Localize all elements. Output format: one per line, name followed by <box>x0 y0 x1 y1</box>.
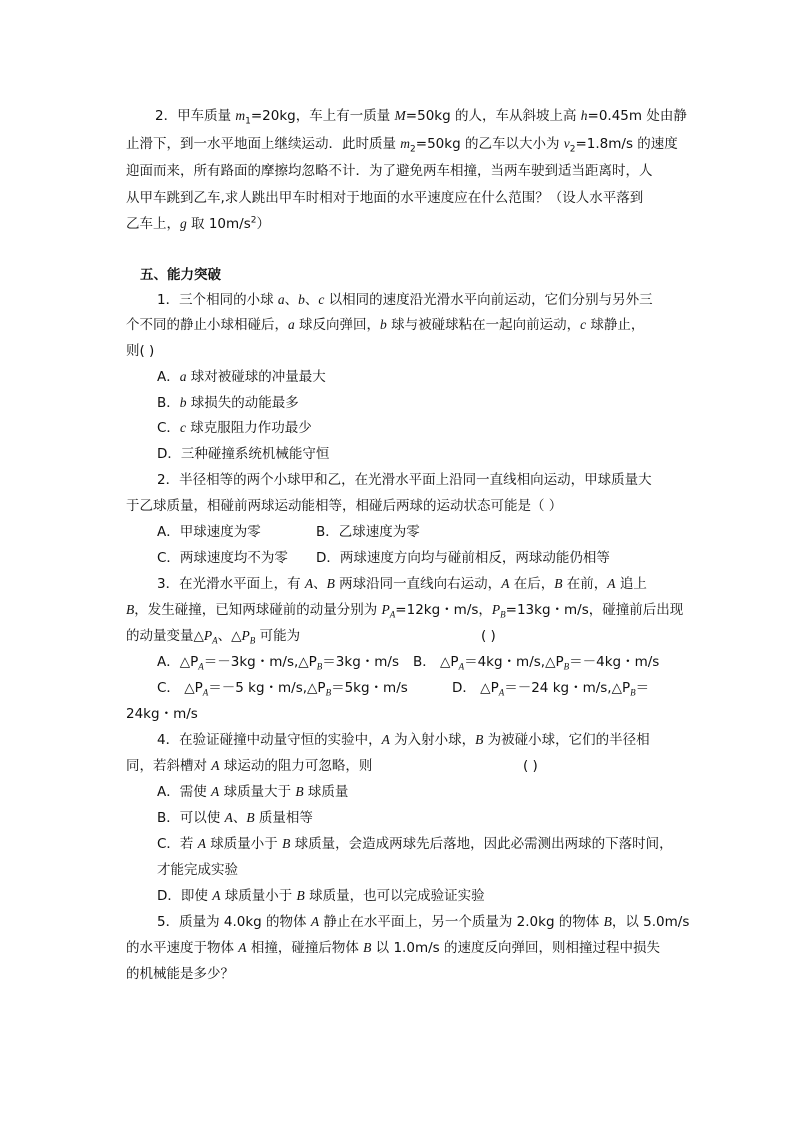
var-c: c <box>318 292 325 307</box>
text: ，以 5.0m/s <box>611 914 690 930</box>
var-A: A <box>211 784 220 799</box>
q4-line1 <box>157 730 650 750</box>
text: 在后， <box>509 576 555 592</box>
subscript: A <box>212 635 218 646</box>
var-a: a <box>179 369 187 384</box>
subscript: B <box>249 635 256 646</box>
text: 球质量大于 <box>219 784 296 800</box>
q5-line1 <box>157 912 689 932</box>
q2-option-d: D．两球速度方向均与碰前相反，两球动能仍相等 <box>316 550 610 566</box>
subscript: A <box>198 661 204 672</box>
text: 取 10m/s <box>186 216 251 232</box>
q3-option-b <box>413 652 659 672</box>
q3-option-a <box>157 652 399 672</box>
text: ＝4kg・m/s,△P <box>464 654 564 670</box>
text: ＝3kg・m/s <box>322 654 400 670</box>
text: 1．三个相同的小球 <box>157 292 278 308</box>
text: 相撞，碰撞后物体 <box>246 940 364 956</box>
text: =12kg・m/s， <box>395 602 492 618</box>
var-h: h <box>580 108 588 123</box>
var-PA: P <box>203 628 213 643</box>
text: 3．在光滑水平面上，有 <box>157 576 305 592</box>
text: =0.45m 处由静 <box>587 108 687 124</box>
problem2-line3: 迎面而来，所有路面的摩擦均忽略不计．为了避免两车相撞，当两车驶到适当距离时，人 <box>126 163 653 179</box>
q1-option-a <box>157 367 326 387</box>
q4-option-c-cont: 才能完成实验 <box>157 862 238 878</box>
var-M: M <box>394 108 406 123</box>
subscript: B <box>325 687 332 698</box>
q3-line2 <box>126 600 683 620</box>
problem2-line5 <box>126 214 270 234</box>
var-PA: P <box>381 602 390 617</box>
q3-option-d-cont: 24kg・m/s <box>126 706 198 722</box>
var-a: a <box>277 292 285 307</box>
q3-line1 <box>157 574 647 594</box>
q4-option-b <box>157 808 313 828</box>
var-A: A <box>224 810 233 825</box>
q1-option-c <box>157 418 312 438</box>
var-B: B <box>326 576 335 591</box>
q5-line2 <box>126 938 660 958</box>
text: A． <box>157 369 180 385</box>
q3-option-d <box>452 678 649 698</box>
var-B: B <box>126 602 135 617</box>
text: 在前， <box>562 576 608 592</box>
var-B: B <box>475 732 484 747</box>
text: ） <box>256 216 270 232</box>
q4-line2 <box>126 756 372 776</box>
subscript: B <box>500 609 506 620</box>
text: 2．甲车质量 <box>155 108 236 124</box>
text: 个不同的静止小球相碰后， <box>126 317 288 333</box>
text: 球损失的动能最多 <box>186 395 299 411</box>
var-B: B <box>295 784 304 799</box>
text: 静止在水平面上，另一个质量为 2.0kg 的物体 <box>319 914 604 930</box>
var-c: c <box>580 317 587 332</box>
text: D．即使 <box>157 888 213 904</box>
var-A: A <box>238 940 247 955</box>
text: 乙车上， <box>126 216 180 232</box>
var-A: A <box>501 576 510 591</box>
q1-line3: 则( ) <box>126 343 155 359</box>
text: ＝ <box>635 680 650 696</box>
var-g: g <box>180 216 187 231</box>
text: D． △P <box>452 680 499 696</box>
superscript: 2 <box>250 215 257 226</box>
text: 、 <box>313 576 327 592</box>
var-B: B <box>603 914 612 929</box>
text: 的动量变量△ <box>126 628 204 644</box>
text: 以相同的速度沿光滑水平向前运动，它们分别与另外三 <box>324 292 653 308</box>
var-B: B <box>296 888 305 903</box>
var-B: B <box>363 940 372 955</box>
var-A: A <box>197 836 206 851</box>
text: C． <box>157 420 180 436</box>
q2-option-c: C．两球速度均不为零 <box>157 550 288 566</box>
text: 为入射小球， <box>389 732 476 748</box>
text: 、△ <box>217 628 242 644</box>
var-B: B <box>554 576 563 591</box>
text: 、 <box>304 292 319 308</box>
subscript: 1 <box>245 116 251 127</box>
text: A．△P <box>157 654 199 670</box>
text: ＝－3kg・m/s,△P <box>203 654 317 670</box>
text: B．可以使 <box>157 810 225 826</box>
subscript: A <box>458 661 465 672</box>
var-B: B <box>282 836 291 851</box>
section-heading: 五、能力突破 <box>140 267 221 283</box>
q2-option-b: B．乙球速度为零 <box>316 524 420 540</box>
text: =1.8m/s 的速度 <box>575 136 678 152</box>
var-A: A <box>211 758 220 773</box>
var-PB: P <box>241 628 250 643</box>
text: =20kg，车上有一质量 <box>250 108 395 124</box>
subscript: B <box>630 687 636 698</box>
text: 止滑下，到一水平地面上继续运动．此时质量 <box>126 136 401 152</box>
text: 球质量小于 <box>205 836 283 852</box>
var-m2: m <box>400 136 411 151</box>
text: 球反向弹回， <box>294 317 381 333</box>
var-b: b <box>179 395 187 410</box>
text: 球质量，也可以完成验证实验 <box>304 888 485 904</box>
var-m1: m <box>235 108 246 123</box>
q1-line1 <box>157 290 653 310</box>
problem2-line1 <box>155 106 687 126</box>
text: 球克服阻力作功最少 <box>185 420 312 436</box>
subscript: A <box>498 687 505 698</box>
q2-line2: 于乙球质量，相碰前两球运动能相等，相碰后两球的运动状态可能是（ ） <box>126 498 563 514</box>
text: ＝－24 kg・m/s,△P <box>504 680 631 696</box>
var-B: B <box>246 810 255 825</box>
var-A: A <box>310 914 320 929</box>
text: 球对被碰球的冲量最大 <box>186 369 326 385</box>
text: 两球沿同一直线向右运动， <box>334 576 502 592</box>
text: 球运动的阻力可忽略，则 <box>219 758 373 774</box>
var-A: A <box>304 576 314 591</box>
text: ＝5kg・m/s <box>331 680 408 696</box>
text: 球与被碰球粘在一起向前运动， <box>386 317 581 333</box>
text: 5．质量为 4.0kg 的物体 <box>157 914 311 930</box>
text: C． △P <box>157 680 203 696</box>
problem2-line2 <box>126 134 678 154</box>
q4-option-a <box>157 782 348 802</box>
subscript: A <box>389 609 396 620</box>
text: B． △P <box>413 654 459 670</box>
q1-option-d: D．三种碰撞系统机械能守恒 <box>157 446 330 462</box>
text: 球质量，会造成两球先后落地，因此必需测出两球的下落时间， <box>290 836 673 852</box>
var-b: b <box>298 292 305 307</box>
subscript: 2 <box>410 144 416 155</box>
text: 、 <box>284 292 299 308</box>
text: =50kg 的乙车以大小为 <box>415 136 564 152</box>
text: 可能为 <box>255 628 301 644</box>
text: A．需使 <box>157 784 212 800</box>
text: ＝－5 kg・m/s,△P <box>208 680 326 696</box>
subscript: 2 <box>569 144 576 155</box>
q2-line1: 2．半径相等的两个小球甲和乙，在光滑水平面上沿同一直线相向运动，甲球质量大 <box>157 472 652 488</box>
text: 同，若斜槽对 <box>126 758 212 774</box>
subscript: B <box>563 661 570 672</box>
text: 的水平速度于物体 <box>126 940 239 956</box>
text: ，发生碰撞，已知两球碰前的动量分别为 <box>134 602 382 618</box>
text: 球质量小于 <box>220 888 297 904</box>
var-A: A <box>212 888 221 903</box>
q2-option-a: A．甲球速度为零 <box>157 524 261 540</box>
text: 球质量 <box>303 784 349 800</box>
q4-answer-paren: ( ) <box>523 758 538 774</box>
var-A: A <box>381 732 390 747</box>
var-c: c <box>179 420 186 435</box>
text: 、 <box>232 810 247 826</box>
q1-option-b <box>157 393 299 413</box>
var-A: A <box>607 576 616 591</box>
text: C．若 <box>157 836 198 852</box>
var-a: a <box>288 317 295 332</box>
q4-option-d <box>157 886 485 906</box>
subscript: A <box>202 687 209 698</box>
text: 球静止， <box>586 317 645 333</box>
text: 追上 <box>615 576 647 592</box>
q5-line3: 的机械能是多少？ <box>126 966 234 982</box>
problem2-line4: 从甲车跳到乙车,求人跳出甲车时相对于地面的水平速度应在什么范围？（设人水平落到 <box>126 190 644 206</box>
text: 质量相等 <box>254 810 313 826</box>
text: 为被碰小球，它们的半径相 <box>483 732 650 748</box>
var-v2: v <box>563 136 570 151</box>
q3-line3 <box>126 626 300 646</box>
q3-option-c <box>157 678 408 698</box>
q3-answer-paren: ( ) <box>481 628 496 644</box>
var-b: b <box>380 317 387 332</box>
text: 4．在验证碰撞中动量守恒的实验中， <box>157 732 382 748</box>
text: =50kg 的人，车从斜坡上高 <box>405 108 581 124</box>
text: B． <box>157 395 180 411</box>
q4-option-c <box>157 834 673 854</box>
text: ＝－4kg・m/s <box>569 654 660 670</box>
q1-line2 <box>126 315 644 335</box>
text: =13kg・m/s，碰撞前后出现 <box>505 602 684 618</box>
var-PB: P <box>491 602 501 617</box>
subscript: B <box>316 661 323 672</box>
text: 以 1.0m/s 的速度反向弹回，则相撞过程中损失 <box>371 940 660 956</box>
